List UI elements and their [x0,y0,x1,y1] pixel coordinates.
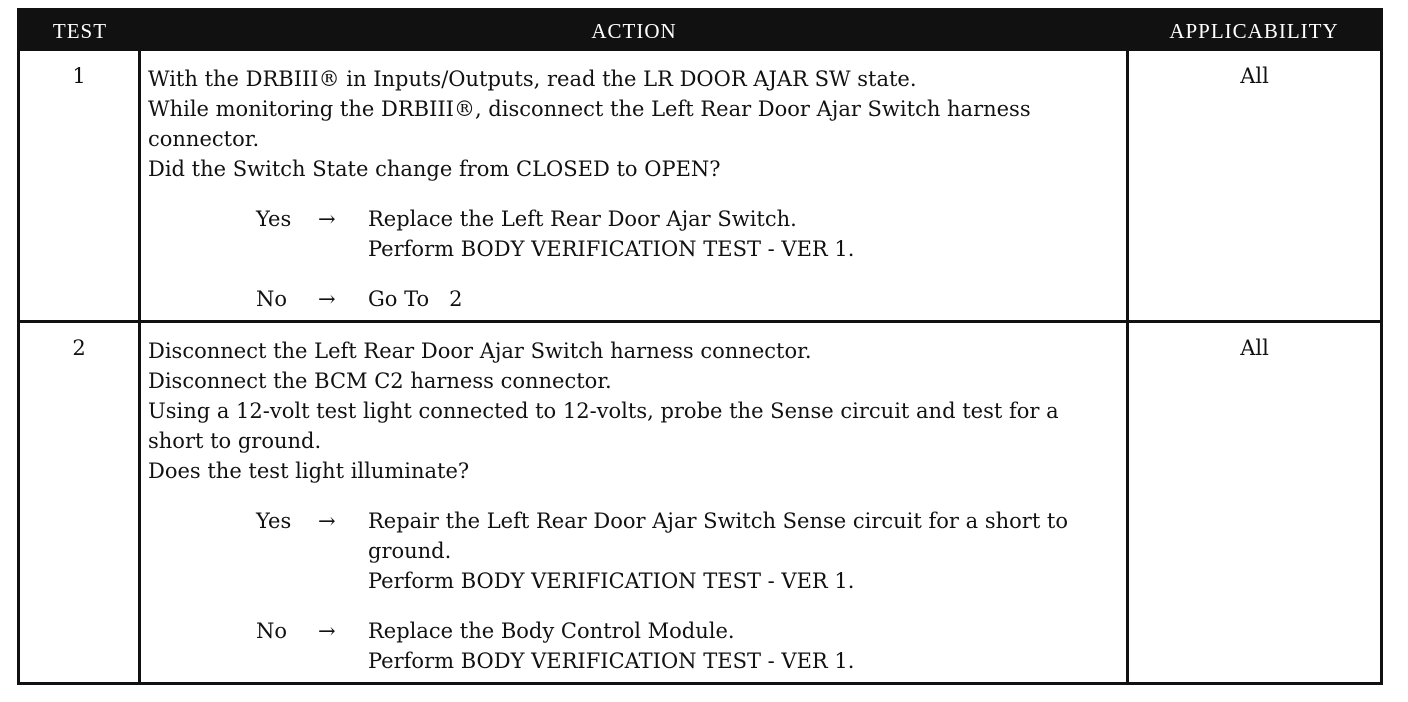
applicability-value: All [1240,64,1269,88]
action-step: Disconnect the Left Rear Door Ajar Switch harness connector. [148,339,812,363]
header-action: ACTION [591,19,677,43]
no-label: No [256,287,288,311]
action-step: While monitoring the DRBIII®, disconnect the Left Rear Door Ajar Switch harness connector. [148,97,1031,151]
answer-list [148,506,1120,676]
result-line: Repair the Left Rear Door Ajar Switch Sense circuit for a short to ground. [368,509,1069,563]
no-answer [148,616,1120,676]
no-label: No [256,619,288,643]
test-number: 2 [72,336,86,360]
action-question: Did the Switch State change from CLOSED to OPEN? [148,157,721,181]
yes-answer [148,506,1120,596]
right-arrow-icon: → [318,287,336,311]
result-line: Go To 2 [368,287,463,311]
right-arrow-icon: → [318,207,336,231]
diagnostic-table [17,8,1383,685]
no-result [368,616,1120,676]
result-line: Perform BODY VERIFICATION TEST - VER 1. [368,237,855,261]
applicability-value: All [1240,336,1269,360]
yes-label: Yes [256,207,292,231]
result-line: Replace the Left Rear Door Ajar Switch. [368,207,797,231]
table-row [20,323,1380,685]
table-header [20,11,1380,51]
yes-result [368,204,1120,264]
yes-label: Yes [256,509,292,533]
action-step: Using a 12-volt test light connected to 12-volts, probe the Sense circuit and test for a short to ground. [148,399,1059,453]
header-applicability: APPLICABILITY [1169,19,1339,43]
table-row [20,51,1380,320]
no-answer [148,284,1120,314]
test-number: 1 [72,64,86,88]
action-step: Disconnect the BCM C2 harness connector. [148,369,612,393]
no-result [368,284,1120,314]
result-line: Perform BODY VERIFICATION TEST - VER 1. [368,569,855,593]
right-arrow-icon: → [318,619,336,643]
yes-result [368,506,1120,596]
right-arrow-icon: → [318,509,336,533]
result-line: Replace the Body Control Module. [368,619,735,643]
action-cell [148,336,1120,696]
yes-answer [148,204,1120,264]
action-cell [148,64,1120,334]
action-step: With the DRBIII® in Inputs/Outputs, read the LR DOOR AJAR SW state. [148,67,917,91]
action-question: Does the test light illuminate? [148,459,470,483]
result-line: Perform BODY VERIFICATION TEST - VER 1. [368,649,855,673]
answer-list [148,204,1120,314]
header-test: TEST [52,19,108,43]
